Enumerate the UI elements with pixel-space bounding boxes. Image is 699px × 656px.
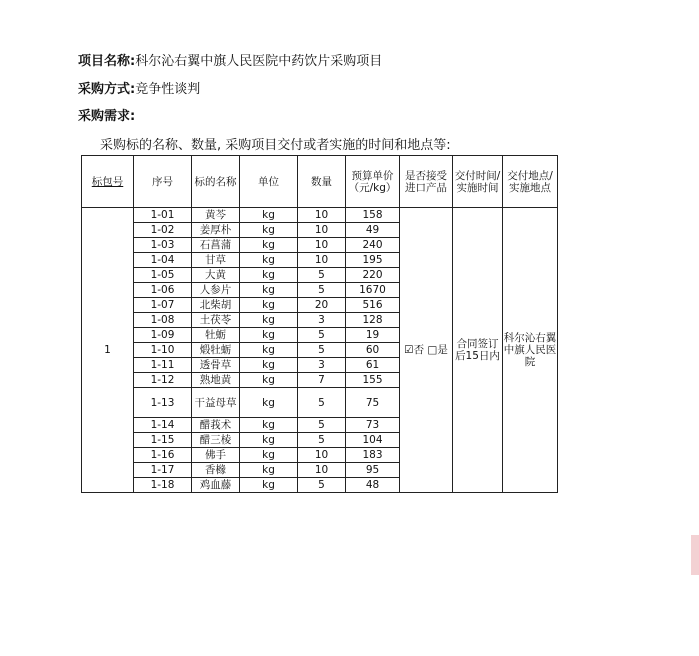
unit-cell: kg [240,358,298,373]
item-name-cell: 黄芩 [192,208,240,223]
serial-cell: 1-18 [134,478,192,493]
price-cell: 220 [346,268,400,283]
unit-cell: kg [240,298,298,313]
table-header-row [82,156,558,208]
item-name-cell: 人参片 [192,283,240,298]
serial-cell: 1-17 [134,463,192,478]
header-quantity: 数量 [298,156,346,208]
seal-fragment [691,535,699,575]
unit-cell: kg [240,373,298,388]
price-cell: 158 [346,208,400,223]
serial-cell: 1-02 [134,223,192,238]
item-name-cell: 土茯苓 [192,313,240,328]
quantity-cell: 5 [298,388,346,418]
procurement-method-line [78,78,200,97]
quantity-cell: 10 [298,253,346,268]
item-name-cell: 大黄 [192,268,240,283]
delivery-place-cell: 科尔沁右翼中旗人民医院 [503,208,558,493]
quantity-cell: 5 [298,478,346,493]
price-cell: 195 [346,253,400,268]
procurement-table [81,155,558,493]
price-cell: 1670 [346,283,400,298]
unit-cell: kg [240,433,298,448]
serial-cell: 1-15 [134,433,192,448]
table-row [82,208,558,223]
unit-cell: kg [240,388,298,418]
quantity-cell: 10 [298,463,346,478]
unit-cell: kg [240,268,298,283]
quantity-cell: 5 [298,283,346,298]
quantity-cell: 10 [298,238,346,253]
bid-no-cell: 1 [82,208,134,493]
price-cell: 61 [346,358,400,373]
item-name-cell: 醋三棱 [192,433,240,448]
item-name-cell: 香橼 [192,463,240,478]
quantity-cell: 5 [298,328,346,343]
serial-cell: 1-16 [134,448,192,463]
quantity-cell: 3 [298,313,346,328]
price-cell: 60 [346,343,400,358]
procurement-requirement-line [78,105,135,124]
quantity-cell: 5 [298,268,346,283]
quantity-cell: 3 [298,358,346,373]
item-name-cell: 石菖蒲 [192,238,240,253]
quantity-cell: 5 [298,418,346,433]
header-item-name: 标的名称 [192,156,240,208]
header-delivery-place: 交付地点/实施地点 [503,156,558,208]
serial-cell: 1-03 [134,238,192,253]
serial-cell: 1-05 [134,268,192,283]
serial-cell: 1-12 [134,373,192,388]
price-cell: 48 [346,478,400,493]
price-cell: 183 [346,448,400,463]
unit-cell: kg [240,238,298,253]
project-name-value: 科尔沁右翼中旗人民医院中药饮片采购项目 [135,54,383,69]
unit-cell: kg [240,478,298,493]
item-name-cell: 鸡血藤 [192,478,240,493]
header-import: 是否接受进口产品 [400,156,453,208]
serial-cell: 1-04 [134,253,192,268]
quantity-cell: 10 [298,223,346,238]
serial-cell: 1-10 [134,343,192,358]
import-choice-cell: ☑否 □是 [400,208,453,493]
price-cell: 128 [346,313,400,328]
item-name-cell: 透骨草 [192,358,240,373]
unit-cell: kg [240,223,298,238]
header-serial: 序号 [134,156,192,208]
header-unit: 单位 [240,156,298,208]
unit-cell: kg [240,283,298,298]
item-name-cell: 干益母草 [192,388,240,418]
item-name-cell: 姜厚朴 [192,223,240,238]
header-unit-price: 预算单价（元/kg） [346,156,400,208]
item-name-cell: 牡蛎 [192,328,240,343]
price-cell: 19 [346,328,400,343]
serial-cell: 1-11 [134,358,192,373]
quantity-cell: 5 [298,343,346,358]
serial-cell: 1-13 [134,388,192,418]
procurement-method-label: 采购方式: [78,82,136,97]
quantity-cell: 20 [298,298,346,313]
unit-cell: kg [240,208,298,223]
serial-cell: 1-08 [134,313,192,328]
price-cell: 104 [346,433,400,448]
item-name-cell: 醋莪术 [192,418,240,433]
serial-cell: 1-07 [134,298,192,313]
quantity-cell: 10 [298,208,346,223]
price-cell: 73 [346,418,400,433]
item-name-cell: 甘草 [192,253,240,268]
quantity-cell: 5 [298,433,346,448]
serial-cell: 1-14 [134,418,192,433]
unit-cell: kg [240,448,298,463]
requirement-intro: 采购标的名称、数量, 采购项目交付或者实施的时间和地点等: [100,138,451,153]
item-name-cell: 佛手 [192,448,240,463]
procurement-method-value: 竞争性谈判 [135,82,201,97]
procurement-requirement-label: 采购需求: [78,109,136,124]
price-cell: 49 [346,223,400,238]
header-bid-no: 标包号 [82,156,134,208]
price-cell: 95 [346,463,400,478]
unit-cell: kg [240,328,298,343]
item-name-cell: 煅牡蛎 [192,343,240,358]
item-name-cell: 熟地黄 [192,373,240,388]
unit-cell: kg [240,313,298,328]
quantity-cell: 10 [298,448,346,463]
serial-cell: 1-06 [134,283,192,298]
serial-cell: 1-01 [134,208,192,223]
serial-cell: 1-09 [134,328,192,343]
unit-cell: kg [240,418,298,433]
header-delivery-time: 交付时间/实施时间 [453,156,503,208]
project-name-label: 项目名称: [78,54,136,69]
price-cell: 516 [346,298,400,313]
item-name-cell: 北柴胡 [192,298,240,313]
unit-cell: kg [240,463,298,478]
price-cell: 75 [346,388,400,418]
delivery-time-cell: 合同签订后15日内 [453,208,503,493]
unit-cell: kg [240,253,298,268]
unit-cell: kg [240,343,298,358]
quantity-cell: 7 [298,373,346,388]
price-cell: 240 [346,238,400,253]
price-cell: 155 [346,373,400,388]
project-name-line [78,50,382,69]
